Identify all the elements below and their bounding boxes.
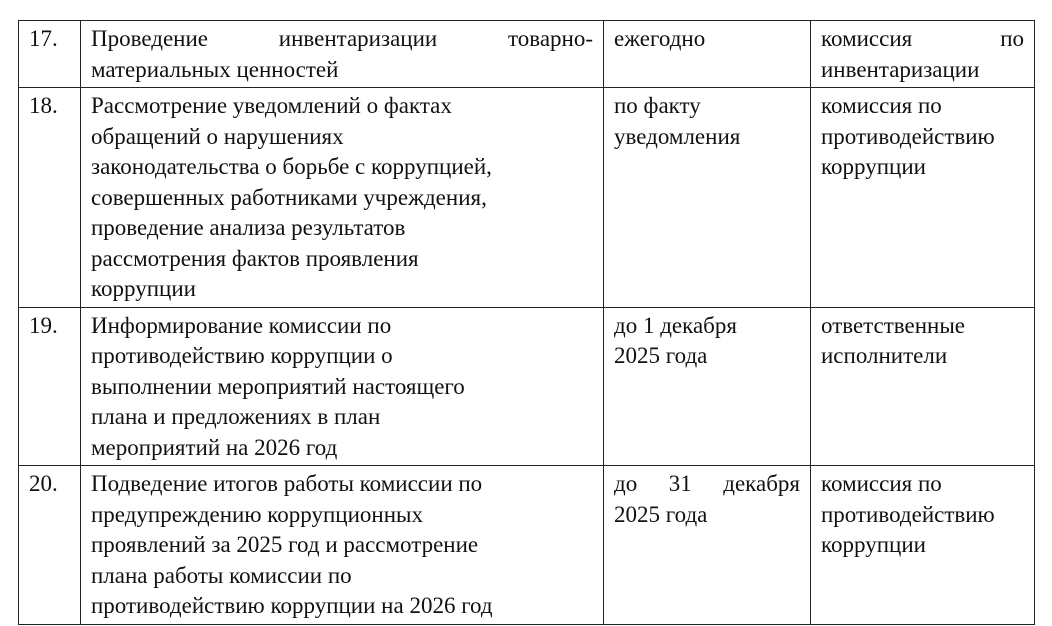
responsible-cell	[811, 88, 1035, 308]
row-number: 19.	[19, 307, 81, 466]
responsible-line: коррупции	[821, 154, 926, 179]
term-cell	[604, 88, 811, 308]
term-cell	[604, 21, 811, 88]
responsible-line: противодействию	[821, 123, 995, 149]
responsible-line: коррупции	[821, 532, 926, 557]
responsible-cell	[811, 307, 1035, 466]
event-line: Проведение инвентаризации товарно-	[91, 26, 593, 51]
responsible-line: противодействию	[821, 501, 995, 527]
term-line: 2025 года	[614, 343, 708, 368]
row-number: 18.	[19, 88, 81, 308]
responsible-cell	[811, 466, 1035, 625]
event-line: совершенных работниками учреждения,	[91, 184, 487, 210]
event-cell	[81, 21, 604, 88]
term-line: уведомления	[614, 123, 741, 149]
term-line: по факту	[614, 93, 701, 118]
event-cell	[81, 466, 604, 625]
event-line: коррупции	[91, 276, 196, 301]
event-line: проявлений за 2025 год и рассмотрение	[91, 532, 479, 557]
row-number: 17.	[19, 21, 81, 88]
event-line: плана работы комиссии по	[91, 562, 352, 588]
term-line: до 1 декабря	[614, 312, 737, 338]
event-line: предупреждению коррупционных	[91, 501, 423, 527]
event-cell	[81, 307, 604, 466]
term-line: до 31 декабря	[614, 471, 800, 496]
table-row	[19, 307, 1035, 466]
responsible-line: комиссия по	[821, 471, 942, 496]
term-line: ежегодно	[614, 26, 706, 51]
row-number: 20.	[19, 466, 81, 625]
table-row	[19, 466, 1035, 625]
term-cell	[604, 466, 811, 625]
responsible-line: исполнители	[821, 343, 948, 368]
event-line: Рассмотрение уведомлений о фактах	[91, 93, 452, 118]
responsible-cell	[811, 21, 1035, 88]
responsible-line: комиссия по	[821, 93, 942, 118]
event-line: рассмотрения фактов проявления	[91, 245, 419, 271]
event-line: мероприятий на 2026 год	[91, 434, 338, 460]
term-line: 2025 года	[614, 501, 708, 527]
responsible-line: ответственные	[821, 312, 965, 338]
term-cell	[604, 307, 811, 466]
event-line: законодательства о борьбе с коррупцией,	[91, 154, 492, 179]
event-line: проведение анализа результатов	[91, 215, 406, 240]
event-cell	[81, 88, 604, 308]
event-line: плана и предложениях в план	[91, 404, 381, 429]
event-line: выполнении мероприятий настоящего	[91, 373, 465, 399]
responsible-line: инвентаризации	[821, 56, 980, 82]
table-row	[19, 88, 1035, 308]
table-row	[19, 21, 1035, 88]
event-line: противодействию коррупции на 2026 год	[91, 593, 493, 618]
measures-plan-table	[18, 20, 1035, 625]
event-line: противодействию коррупции о	[91, 343, 393, 368]
event-line: материальных ценностей	[91, 56, 339, 82]
event-line: обращений о нарушениях	[91, 123, 344, 149]
event-line: Информирование комиссии по	[91, 312, 392, 338]
event-line: Подведение итогов работы комиссии по	[91, 471, 483, 496]
responsible-line: комиссия по	[821, 26, 1024, 51]
